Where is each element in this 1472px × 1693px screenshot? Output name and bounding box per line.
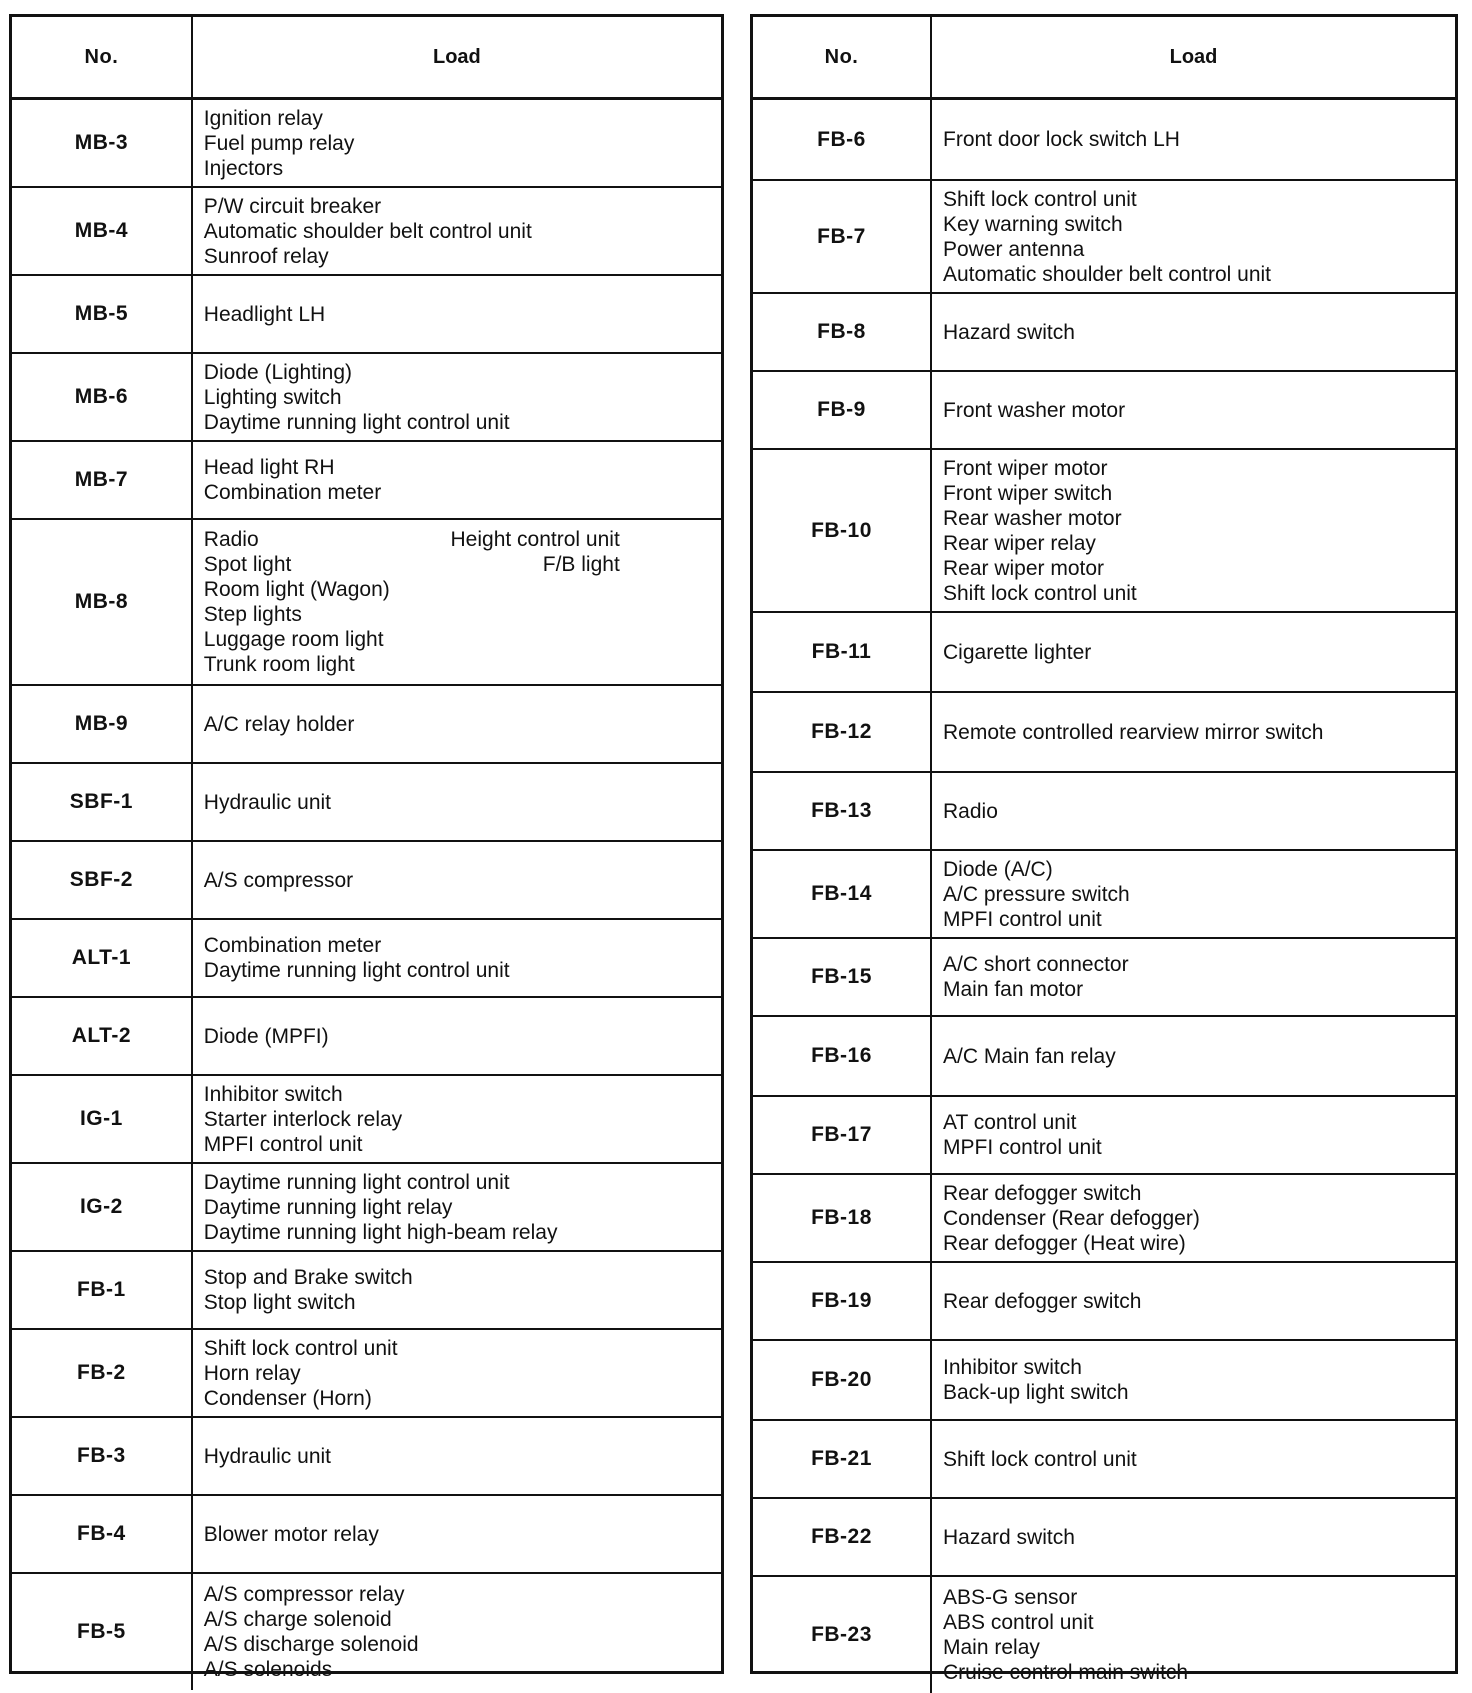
table-row [753, 851, 1455, 939]
table-row [12, 764, 721, 842]
load-cell [193, 998, 721, 1074]
load-item: Shift lock control unit [943, 1447, 1137, 1471]
load-item: Headlight LH [203, 302, 326, 326]
load-item: Diode (MPFI) [203, 1024, 329, 1048]
fuse-number: FB-12 [753, 693, 932, 771]
load-cell [193, 520, 721, 684]
load-item: Lighting switch [203, 385, 342, 409]
load-cell [193, 1496, 721, 1572]
table-row [753, 1421, 1455, 1499]
load-item: Front door lock switch LH [943, 128, 1180, 151]
load-item: A/S compressor [203, 868, 354, 892]
load-item: Condenser (Rear defogger) [943, 1206, 1200, 1230]
load-item: Shift lock control unit [203, 1336, 398, 1360]
table-row [12, 188, 721, 276]
fuse-number: FB-16 [753, 1017, 932, 1095]
load-cell [193, 1330, 721, 1416]
fuse-number: FB-17 [753, 1097, 932, 1173]
table-row [12, 1496, 721, 1574]
load-cell [193, 354, 721, 440]
load-item: Hydraulic unit [203, 790, 332, 814]
load-cell [193, 100, 721, 186]
table-row [753, 1263, 1455, 1341]
fuse-number: FB-8 [753, 294, 932, 370]
table-row [753, 693, 1455, 773]
load-item: Radio [203, 528, 259, 551]
table-header [12, 17, 721, 100]
table-row [12, 520, 721, 686]
fuse-number: SBF-2 [12, 842, 193, 918]
load-item: Stop light switch [203, 1291, 356, 1314]
no-column-header: No. [12, 17, 193, 97]
load-item: A/S solenoids [203, 1658, 333, 1681]
fuse-number: FB-5 [12, 1574, 193, 1690]
load-item: Rear defogger (Heat wire) [943, 1231, 1186, 1255]
load-item: P/W circuit breaker [203, 194, 382, 218]
load-item: Back-up light switch [943, 1381, 1129, 1404]
fuse-number: FB-2 [12, 1330, 193, 1416]
load-item: Daytime running light relay [203, 1195, 453, 1219]
fuse-number: MB-9 [12, 686, 193, 762]
load-cell [193, 1076, 721, 1162]
table-row [753, 1175, 1455, 1263]
table-row [12, 100, 721, 188]
fuse-number: MB-7 [12, 442, 193, 518]
fuse-number: FB-10 [753, 450, 932, 611]
load-item: Combination meter [203, 481, 382, 504]
fuse-number: FB-22 [753, 1499, 932, 1575]
load-item: Stop and Brake switch [203, 1266, 413, 1289]
fuse-number: FB-15 [753, 939, 932, 1015]
load-item: Front wiper motor [943, 456, 1108, 480]
load-item: Rear wiper relay [943, 531, 1096, 555]
load-item: MPFI control unit [943, 1136, 1102, 1159]
fuse-number: FB-13 [753, 773, 932, 849]
load-item: Head light RH [203, 456, 335, 479]
fuse-number: FB-7 [753, 181, 932, 292]
fuse-number: FB-6 [753, 100, 932, 179]
load-column-header: Load [433, 45, 481, 68]
load-cell [193, 1252, 721, 1328]
load-cell [193, 1574, 721, 1690]
load-item: Injectors [203, 156, 284, 180]
table-row [12, 686, 721, 764]
load-item: Trunk room light [203, 653, 355, 676]
load-cell [932, 1175, 1455, 1261]
table-row [12, 842, 721, 920]
fuse-number: FB-4 [12, 1496, 193, 1572]
table-row [753, 1577, 1455, 1693]
load-item: Key warning switch [943, 212, 1123, 236]
load-item: Shift lock control unit [943, 581, 1137, 605]
load-item: Starter interlock relay [203, 1107, 403, 1131]
fuse-number: FB-14 [753, 851, 932, 937]
table-row [753, 294, 1455, 372]
fuse-number: FB-23 [753, 1577, 932, 1693]
load-item: Blower motor relay [203, 1522, 379, 1546]
fuse-number: FB-18 [753, 1175, 932, 1261]
load-item: Cruise control main switch [943, 1661, 1189, 1684]
table-body [753, 100, 1455, 1693]
fuse-number: MB-3 [12, 100, 193, 186]
fuse-number: MB-5 [12, 276, 193, 352]
load-item: Front washer motor [943, 398, 1126, 422]
load-column-header: Load [1169, 45, 1218, 68]
load-item: Step lights [203, 603, 302, 626]
load-item: A/S discharge solenoid [203, 1633, 419, 1656]
load-cell [193, 764, 721, 840]
load-cell [932, 851, 1455, 937]
load-cell [193, 686, 721, 762]
table-row [12, 276, 721, 354]
table-row [753, 100, 1455, 181]
load-item: A/C Main fan relay [943, 1044, 1116, 1068]
load-item: F/B light [542, 553, 620, 576]
load-cell [932, 1263, 1455, 1339]
load-item: Daytime running light control unit [203, 1170, 510, 1194]
table-row [12, 1418, 721, 1496]
table-row [12, 1076, 721, 1164]
fuse-number: SBF-1 [12, 764, 193, 840]
load-item: Hazard switch [943, 320, 1075, 344]
load-cell [193, 1418, 721, 1494]
load-cell [932, 1499, 1455, 1575]
load-item: A/C short connector [943, 953, 1129, 976]
load-item: Sunroof relay [203, 244, 329, 268]
table-row [12, 1252, 721, 1330]
load-item: Luggage room light [203, 628, 384, 651]
fuse-number: FB-11 [753, 613, 932, 691]
fuse-number: MB-8 [12, 520, 193, 684]
load-item: Remote controlled rearview mirror switch [943, 720, 1324, 744]
load-item: Horn relay [203, 1361, 301, 1385]
load-cell [932, 1017, 1455, 1095]
load-cell [193, 442, 721, 518]
load-item: Front wiper switch [943, 481, 1113, 505]
table-row [753, 181, 1455, 294]
table-row [753, 372, 1455, 450]
fuse-number: FB-20 [753, 1341, 932, 1419]
load-item: Main fan motor [943, 978, 1084, 1001]
table-row [753, 450, 1455, 613]
load-item: Daytime running light control unit [203, 959, 510, 982]
load-item: Daytime running light high-beam relay [203, 1220, 558, 1244]
load-item: Main relay [943, 1636, 1040, 1659]
load-cell [193, 1164, 721, 1250]
load-item: Hydraulic unit [203, 1444, 332, 1468]
table-row [12, 1164, 721, 1252]
fuse-number: FB-19 [753, 1263, 932, 1339]
load-item: Condenser (Horn) [203, 1386, 372, 1410]
load-item: Automatic shoulder belt control unit [943, 262, 1272, 286]
load-item: Daytime running light control unit [203, 410, 510, 434]
fuse-number: FB-3 [12, 1418, 193, 1494]
table-row [12, 1330, 721, 1418]
load-cell [932, 693, 1455, 771]
load-cell [193, 276, 721, 352]
load-cell [193, 920, 721, 996]
load-item: Inhibitor switch [203, 1082, 343, 1106]
load-cell [932, 100, 1455, 179]
right-fuse-table [750, 14, 1458, 1684]
table-row [12, 354, 721, 442]
table-header [753, 17, 1455, 100]
load-item: MPFI control unit [943, 907, 1102, 931]
load-item: Height control unit [450, 528, 620, 551]
load-item: Combination meter [203, 934, 382, 957]
load-item: AT control unit [943, 1111, 1077, 1134]
load-cell [932, 1341, 1455, 1419]
table-row [12, 920, 721, 998]
load-item: Rear defogger switch [943, 1289, 1142, 1313]
load-item: Room light (Wagon) [203, 578, 390, 601]
table-row [753, 613, 1455, 693]
fuse-number: MB-6 [12, 354, 193, 440]
table-row [753, 1499, 1455, 1577]
load-item: Shift lock control unit [943, 187, 1137, 211]
load-item: Fuel pump relay [203, 131, 355, 155]
load-item: Ignition relay [203, 106, 323, 130]
load-item: Rear washer motor [943, 506, 1122, 530]
load-cell [193, 188, 721, 274]
fuse-number: ALT-2 [12, 998, 193, 1074]
load-item: ABS-G sensor [943, 1586, 1078, 1609]
table-row [12, 442, 721, 520]
table-row [753, 773, 1455, 851]
fuse-number: FB-9 [753, 372, 932, 448]
load-item: Power antenna [943, 237, 1085, 261]
load-cell [932, 1421, 1455, 1497]
load-cell [932, 939, 1455, 1015]
load-item: Rear wiper motor [943, 556, 1105, 580]
load-cell [932, 613, 1455, 691]
table-body [12, 100, 721, 1690]
load-item: Radio [943, 799, 998, 823]
load-cell [932, 294, 1455, 370]
load-item: Rear defogger switch [943, 1181, 1142, 1205]
load-cell [932, 372, 1455, 448]
load-cell [932, 450, 1455, 611]
load-item: A/S compressor relay [203, 1583, 405, 1606]
load-item: A/S charge solenoid [203, 1608, 392, 1631]
load-item: Cigarette lighter [943, 640, 1092, 664]
fuse-number: ALT-1 [12, 920, 193, 996]
load-item: MPFI control unit [203, 1132, 363, 1156]
load-item: Inhibitor switch [943, 1356, 1082, 1379]
table-row [753, 1341, 1455, 1421]
left-fuse-table [9, 14, 724, 1681]
load-item: Automatic shoulder belt control unit [203, 219, 532, 243]
table-row [753, 1017, 1455, 1097]
no-column-header: No. [753, 17, 932, 97]
load-item: Diode (A/C) [943, 857, 1053, 881]
load-cell [932, 1577, 1455, 1693]
load-item: ABS control unit [943, 1611, 1094, 1634]
load-cell [193, 842, 721, 918]
load-item: A/C relay holder [203, 712, 355, 736]
load-cell [932, 181, 1455, 292]
table-row [753, 939, 1455, 1017]
fuse-number: FB-1 [12, 1252, 193, 1328]
fuse-number: FB-21 [753, 1421, 932, 1497]
fuse-number: IG-1 [12, 1076, 193, 1162]
load-item: A/C pressure switch [943, 882, 1130, 906]
load-item: Diode (Lighting) [203, 360, 353, 384]
load-cell [932, 773, 1455, 849]
table-row [12, 1574, 721, 1690]
fuse-number: IG-2 [12, 1164, 193, 1250]
fuse-number: MB-4 [12, 188, 193, 274]
load-item: Spot light [203, 553, 292, 576]
table-row [12, 998, 721, 1076]
load-item: Hazard switch [943, 1525, 1075, 1549]
load-cell [932, 1097, 1455, 1173]
table-row [753, 1097, 1455, 1175]
